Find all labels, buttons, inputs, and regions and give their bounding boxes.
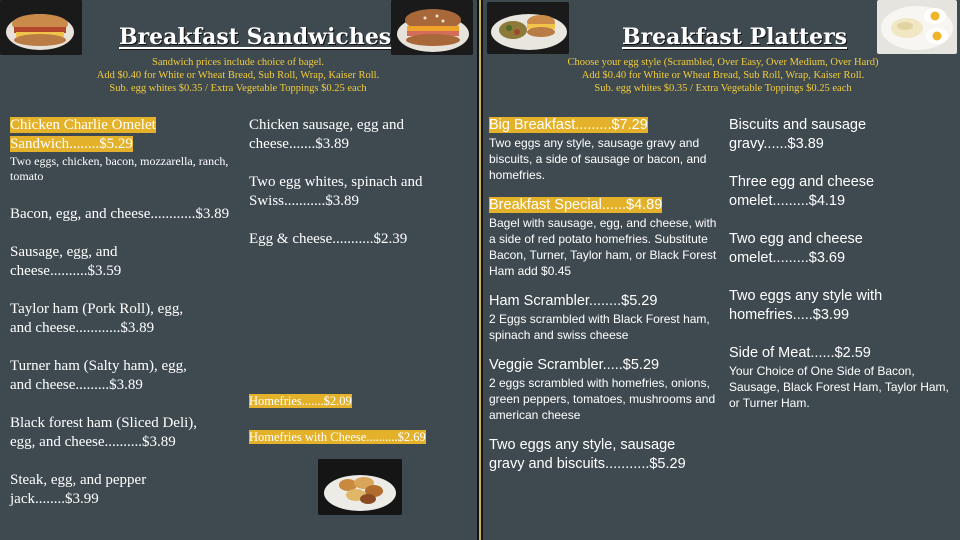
bagel-sandwich-photo — [391, 0, 473, 55]
platter-photo — [487, 2, 569, 54]
menu-item-homefries-cheese: Homefries with Cheese..........$2.69 — [249, 430, 426, 444]
menu-item-eggs-homefries: Two eggs any style with homefries.....$3.99 — [729, 288, 883, 323]
menu-item-black-forest-ham: Black forest ham (Sliced Deli), egg, and cheese..........$3.89 — [10, 415, 198, 450]
menu-item-turner-ham: Turner ham (Salty ham), egg, and cheese.........$3.89 — [10, 358, 187, 393]
section-title: Breakfast Sandwiches — [119, 24, 392, 50]
menu-item-chicken-charlie-omelet: Chicken Charlie Omelet Sandwich........$5.29 Two eggs, chicken, bacon, mozzarella, ranch, tomato — [10, 117, 229, 183]
menu-item-chicken-sausage: Chicken sausage, egg and cheese.......$3.89 — [249, 117, 404, 152]
section-subtitle: Choose your egg style (Scrambled, Over Easy, Over Medium, Over Hard) Add $0.40 for White or Wheat Bread, Sub Roll, Wrap, Kaiser Roll. Sub. egg whites $0.35 / Extra Vegetable Toppings $0.25 each — [567, 57, 879, 94]
menu-item-homefries: Homefries.......$2.09 — [249, 394, 352, 408]
breakfast-platters-panel — [483, 0, 960, 540]
menu-item-eggs-gravy-biscuits: Two eggs any style, sausage gravy and biscuits...........$5.29 — [489, 437, 686, 472]
menu-item-taylor-ham: Taylor ham (Pork Roll), egg, and cheese............$3.89 — [10, 301, 184, 336]
menu-item-biscuits-gravy: Biscuits and sausage gravy......$3.89 — [729, 117, 867, 152]
breakfast-sandwiches-panel — [0, 0, 477, 540]
menu-item-bacon-egg-cheese: Bacon, egg, and cheese............$3.89 — [10, 206, 230, 222]
menu-item-side-of-meat: Side of Meat......$2.59 Your Choice of One Side of Bacon, Sausage, Black Forest Ham, Taylor Ham, or Turner Ham. — [729, 345, 949, 410]
sandwich-photo — [0, 0, 82, 55]
section-subtitle: Sandwich prices include choice of bagel. Add $0.40 for White or Wheat Bread, Sub Roll, Wrap, Kaiser Roll. Sub. egg whites $0.35 / Extra Vegetable Toppings $0.25 each — [96, 57, 380, 94]
menu-item-steak-egg: Steak, egg, and pepper jack........$3.99 — [10, 472, 147, 507]
menu-item-egg-cheese: Egg & cheese...........$2.39 — [249, 231, 408, 247]
menu-item-three-egg-omelet: Three egg and cheese omelet.........$4.19 — [729, 174, 875, 209]
homefries-photo — [318, 459, 402, 515]
menu-item-ham-scrambler: Ham Scrambler........$5.29 2 Eggs scrambled with Black Forest ham, spinach and swiss cheese — [489, 293, 710, 342]
eggs-photo — [877, 0, 957, 54]
menu-item-egg-whites-spinach: Two egg whites, spinach and Swiss...........$3.89 — [249, 174, 423, 209]
menu-item-veggie-scrambler: Veggie Scrambler.....$5.29 2 eggs scrambled with homefries, onions, green peppers, tomatoes, mushrooms and american cheese — [489, 357, 716, 422]
menu-item-sausage-egg-cheese: Sausage, egg, and cheese..........$3.59 — [10, 244, 122, 279]
menu-item-big-breakfast: Big Breakfast.........$7.29 Two eggs any style, sausage gravy and biscuits, a side of sausage or bacon, and homefries. — [489, 117, 707, 182]
menu-item-two-egg-omelet: Two egg and cheese omelet.........$3.69 — [729, 231, 863, 266]
menu-item-breakfast-special: Breakfast Special......$4.89 Bagel with sausage, egg, and cheese, with a side of red potato homefries. Substitute Bacon, Turner, Taylor ham, or Black Forest Ham add $0.45 — [489, 197, 717, 278]
section-title: Breakfast Platters — [622, 24, 848, 50]
